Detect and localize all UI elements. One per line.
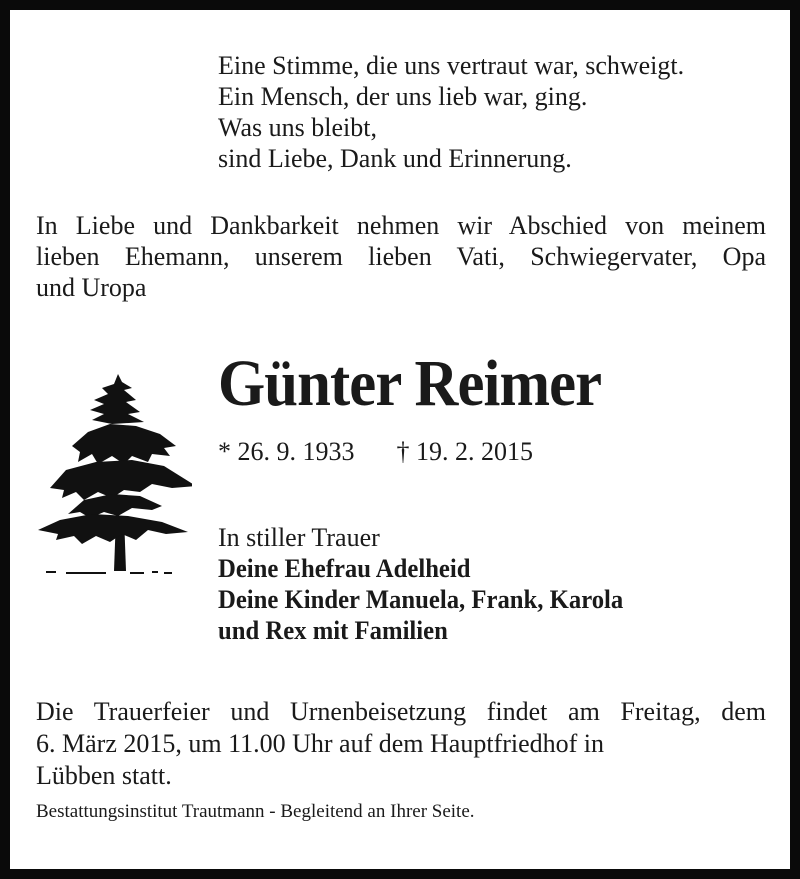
- service-info: [36, 696, 766, 792]
- deceased-name: Günter Reimer: [218, 347, 602, 420]
- mourners-heading: In stiller Trauer: [218, 523, 380, 552]
- tree-icon: [32, 366, 192, 580]
- mourner-line: Deine Kinder Manuela, Frank, Karola: [218, 585, 624, 614]
- intro-paragraph: [36, 210, 766, 303]
- birth-date: * 26. 9. 1933: [218, 437, 355, 466]
- poem-line: Eine Stimme, die uns vertraut war, schweigt.: [218, 51, 685, 80]
- poem-line: Ein Mensch, der uns lieb war, ging.: [218, 82, 588, 111]
- intro-line: lieben Ehemann, unserem lieben Vati, Schwiegervater, Opa: [36, 242, 766, 271]
- mourner-line: und Rex mit Familien: [218, 616, 448, 645]
- service-line: Lübben statt.: [36, 761, 172, 790]
- mourners: [218, 522, 645, 646]
- poem-line: Was uns bleibt,: [218, 113, 377, 142]
- death-date: † 19. 2. 2015: [396, 437, 533, 466]
- life-dates: [218, 436, 533, 468]
- service-line: Die Trauerfeier und Urnenbeisetzung findet am Freitag, dem: [36, 697, 766, 726]
- intro-line: und Uropa: [36, 273, 147, 302]
- poem: [218, 50, 684, 174]
- intro-line: In Liebe und Dankbarkeit nehmen wir Abschied von meinem: [36, 211, 766, 240]
- service-line: 6. März 2015, um 11.00 Uhr auf dem Hauptfriedhof in: [36, 729, 605, 758]
- funeral-home-credit: Bestattungsinstitut Trautmann - Begleitend an Ihrer Seite.: [36, 801, 475, 822]
- poem-line: sind Liebe, Dank und Erinnerung.: [218, 144, 572, 173]
- mourner-line: Deine Ehefrau Adelheid: [218, 554, 471, 583]
